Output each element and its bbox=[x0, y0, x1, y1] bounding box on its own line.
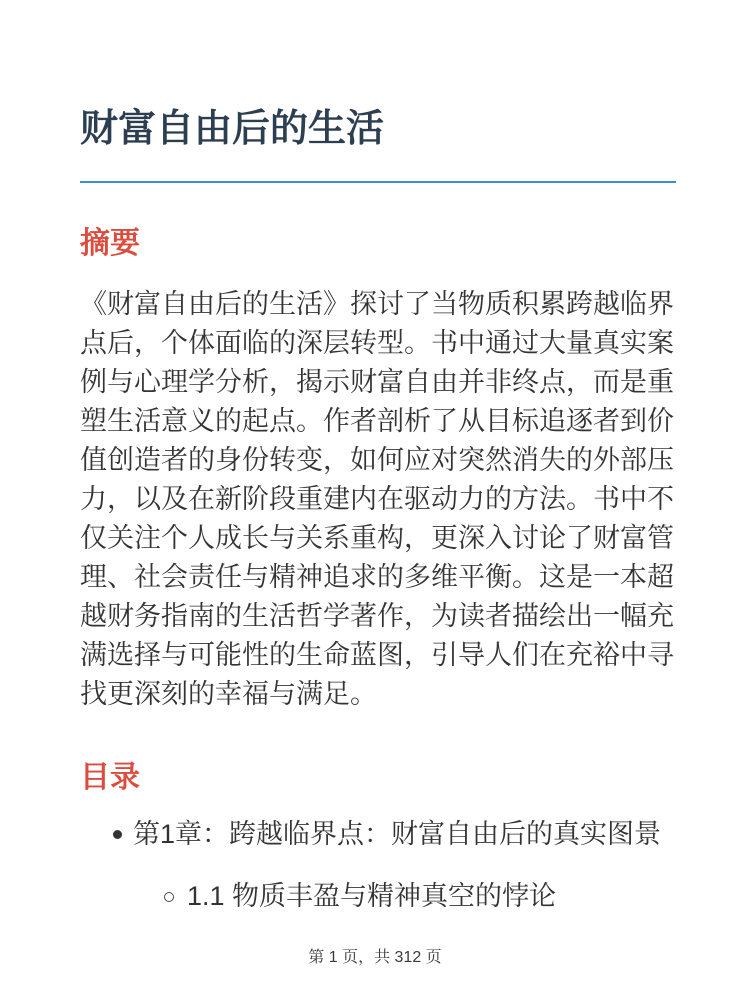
toc-item-chapter-1 bbox=[113, 815, 676, 854]
page-number-text: 第 1 页，共 312 页 bbox=[308, 949, 442, 966]
toc-item-label: 1.1 物质丰盈与精神真空的悖论 bbox=[187, 881, 557, 911]
title-divider bbox=[80, 181, 676, 183]
abstract-heading: 摘要 bbox=[80, 227, 140, 260]
toc-list bbox=[80, 815, 676, 916]
toc-heading: 目录 bbox=[80, 761, 140, 794]
toc-item-label: 第1章：跨越临界点：财富自由后的真实图景 bbox=[133, 819, 662, 849]
bullet-disc-icon bbox=[113, 830, 122, 839]
page-title: 财富自由后的生活 bbox=[80, 108, 385, 150]
bullet-circle-icon bbox=[164, 892, 174, 902]
toc-item-section-1-1 bbox=[164, 877, 676, 916]
page-footer bbox=[0, 944, 750, 967]
abstract-paragraph: 《财富自由后的生活》探讨了当物质积累跨越临界点后，个体面临的深层转型。书中通过大量真实案例与心理学分析，揭示财富自由并非终点，而是重塑生活意义的起点。作者剖析了从目标追逐者到价值创造者的身份转变，如何应对突然消失的外部压力，以及在新阶段重建内在驱动力的方法。书中不仅关注个人成长与关系重构，更深入讨论了财富管理、社会责任与精神追求的多维平衡。这是一本超越财务指南的生活哲学著作，为读者描绘出一幅充满选择与可能性的生命蓝图，引导人们在充裕中寻找更深刻的幸福与满足。 bbox=[80, 289, 674, 709]
